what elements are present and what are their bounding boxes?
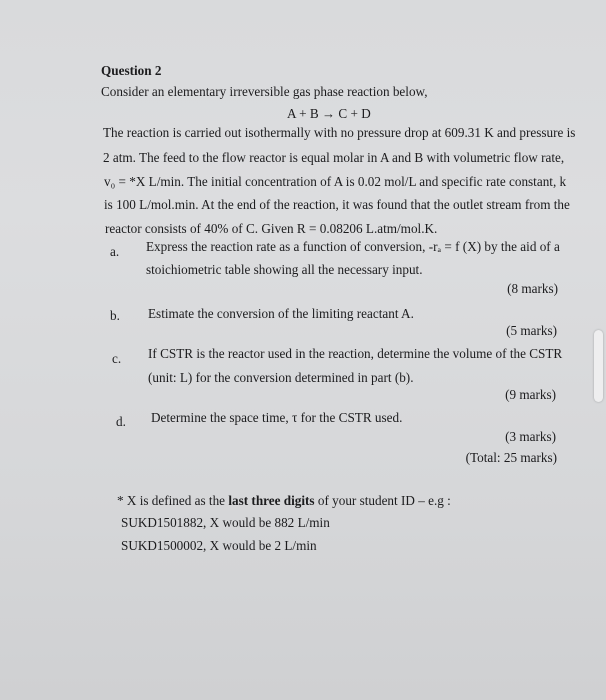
part-a-letter: a. bbox=[110, 244, 120, 259]
part-c-marks: (9 marks) bbox=[505, 387, 556, 402]
part-c-letter: c. bbox=[112, 351, 122, 366]
part-b-letter: b. bbox=[110, 308, 120, 323]
footnote-bold: last three digits bbox=[228, 493, 315, 508]
part-d-marks: (3 marks) bbox=[505, 429, 556, 444]
question-intro: Consider an elementary irreversible gas phase reaction below, bbox=[101, 84, 428, 99]
part-b-marks: (5 marks) bbox=[506, 323, 557, 338]
paragraph-line-4: is 100 L/mol.min. At the end of the reaction, it was found that the outlet stream from the bbox=[104, 197, 570, 212]
paragraph-line-2: 2 atm. The feed to the flow reactor is equal molar in A and B with volumetric flow rate, bbox=[103, 150, 565, 165]
paragraph-line-1: The reaction is carried out isothermally with no pressure drop at 609.31 K and pressure is bbox=[103, 125, 576, 140]
part-c-line-1: If CSTR is the reactor used in the reaction, determine the volume of the CSTR bbox=[148, 346, 563, 361]
question-title: Question 2 bbox=[101, 63, 162, 78]
paragraph-line-3: v₀ = *X L/min. The initial concentration of A is 0.02 mol/L and specific rate constant, k bbox=[104, 174, 567, 189]
reaction-equation: A + B → C + D bbox=[287, 106, 371, 121]
total-marks: (Total: 25 marks) bbox=[465, 450, 557, 465]
part-b-line-1: Estimate the conversion of the limiting reactant A. bbox=[148, 306, 414, 321]
footnote-suffix: of your student ID – e.g : bbox=[314, 493, 451, 508]
part-a-line-1: Express the reaction rate as a function of conversion, -rₐ = f (X) by the aid of a bbox=[146, 239, 560, 254]
footnote-definition bbox=[117, 493, 451, 509]
scroll-handle[interactable] bbox=[594, 330, 603, 402]
part-c-line-2: (unit: L) for the conversion determined in part (b). bbox=[148, 370, 414, 385]
part-a-line-2: stoichiometric table showing all the necessary input. bbox=[146, 262, 423, 277]
part-d-letter: d. bbox=[116, 414, 126, 429]
paragraph-line-5: reactor consists of 40% of C. Given R = 0.08206 L.atm/mol.K. bbox=[105, 221, 438, 236]
part-a-marks: (8 marks) bbox=[507, 281, 558, 296]
part-d-line-1: Determine the space time, τ for the CSTR used. bbox=[151, 410, 403, 425]
footnote-example-1: SUKD1501882, X would be 882 L/min bbox=[121, 515, 330, 530]
footnote-example-2: SUKD1500002, X would be 2 L/min bbox=[121, 538, 317, 553]
footnote-prefix: * X is defined as the bbox=[117, 493, 229, 508]
